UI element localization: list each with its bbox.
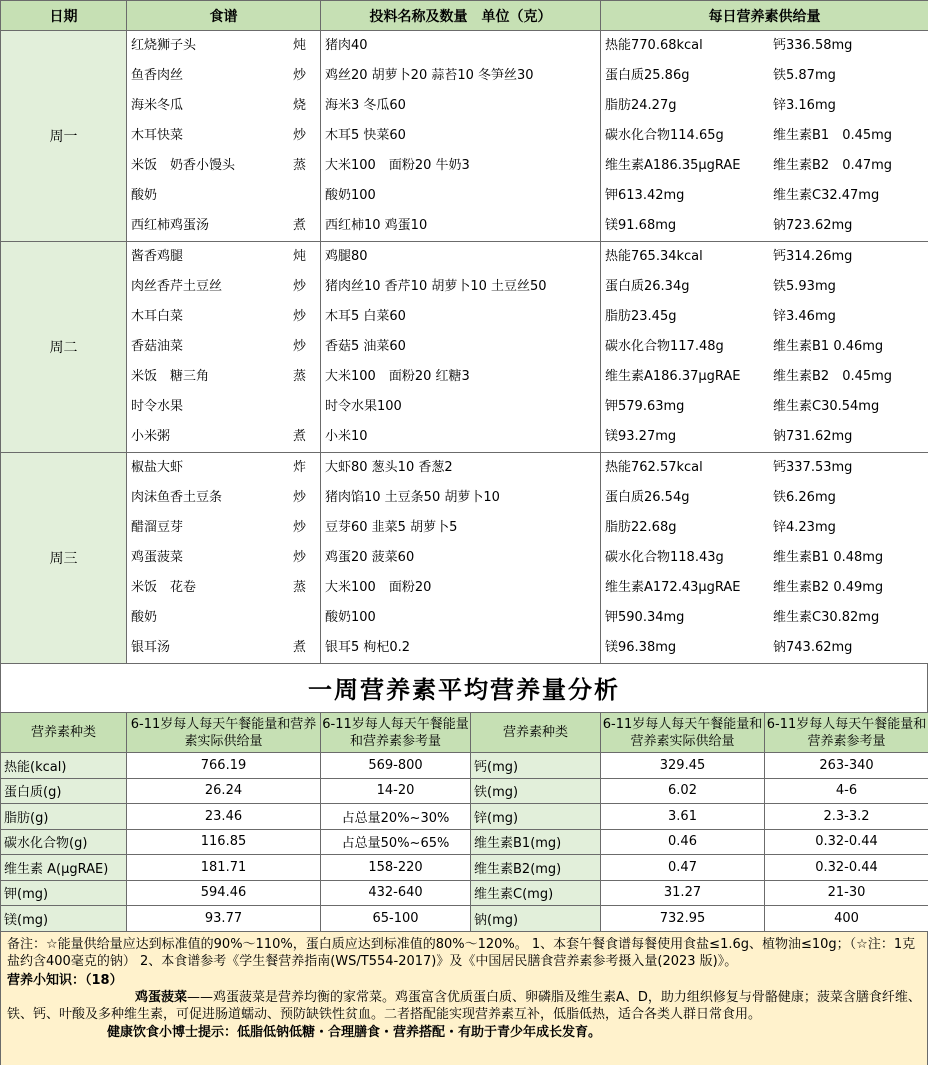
nutrient-line xyxy=(601,513,928,543)
dish-item xyxy=(127,121,320,151)
cooking-method: 煮 xyxy=(292,429,306,444)
analysis-title: 一周营养素平均营养量分析 xyxy=(0,664,928,712)
analysis-header-cell: 6-11岁每人每天午餐能量和营养素参考量 xyxy=(765,713,928,753)
dish-item xyxy=(127,422,320,452)
nutrient-value: 维生素B2 0.45mg xyxy=(773,369,893,384)
ingredient-line: 酸奶100 xyxy=(325,188,376,203)
dish-name: 米饭 糖三角 xyxy=(131,369,210,384)
analysis-header-cell: 营养素种类 xyxy=(471,713,601,753)
cooking-method: 炒 xyxy=(292,550,306,565)
header-daily-nutrients: 每日营养素供给量 xyxy=(601,1,928,31)
dish-item xyxy=(127,513,320,543)
dish-name: 醋溜豆芽 xyxy=(131,520,184,535)
analysis-header-row xyxy=(1,713,928,753)
nutrient-value: 钠743.62mg xyxy=(773,640,853,655)
dish-name: 酸奶 xyxy=(131,188,158,203)
ingredient-line: 酸奶100 xyxy=(325,610,376,625)
dish-name: 酸奶 xyxy=(131,610,158,625)
dish-item xyxy=(127,272,320,302)
dish-name: 香菇油菜 xyxy=(131,339,184,354)
nutrient-value: 脂肪24.27g xyxy=(605,98,677,113)
ingredient-line: 木耳5 快菜60 xyxy=(325,128,406,143)
nutrient-line xyxy=(601,422,928,452)
nutrient-line xyxy=(601,211,928,241)
nutrient-amount: 21-30 xyxy=(765,880,928,906)
nutrient-value: 钙314.26mg xyxy=(773,249,853,264)
analysis-header-cell: 6-11岁每人每天午餐能量和营养素参考量 xyxy=(321,713,471,753)
tip-dish-name: 鸡蛋菠菜 xyxy=(135,989,188,1005)
nutrient-type: 脂肪(g) xyxy=(1,804,127,830)
cooking-method: 炖 xyxy=(292,38,306,53)
nutrient-value: 锌4.23mg xyxy=(773,520,836,535)
nutrient-line xyxy=(601,61,928,91)
analysis-header-cell: 6-11岁每人每天午餐能量和营养素实际供给量 xyxy=(127,713,321,753)
nutrient-amount: 158-220 xyxy=(321,855,471,881)
dish-item xyxy=(127,211,320,241)
header-date: 日期 xyxy=(1,1,127,31)
ingredient-line: 猪肉40 xyxy=(325,38,368,53)
nutrient-amount: 31.27 xyxy=(601,880,765,906)
nutrient-value: 维生素B2 0.47mg xyxy=(773,158,893,173)
dish-item xyxy=(127,633,320,663)
nutrient-amount: 26.24 xyxy=(127,778,321,804)
day-label: 周一 xyxy=(1,31,127,242)
nutrient-value: 维生素C30.82mg xyxy=(773,610,880,625)
nutrient-value: 碳水化合物118.43g xyxy=(605,550,724,565)
cooking-method: 蒸 xyxy=(292,158,306,173)
analysis-row xyxy=(1,778,928,804)
dish-name: 木耳快菜 xyxy=(131,128,184,143)
ingredient-line: 鸡蛋20 菠菜60 xyxy=(325,550,415,565)
nutrient-line xyxy=(601,272,928,302)
ingredient-line: 海米3 冬瓜60 xyxy=(325,98,406,113)
nutrient-value: 钾613.42mg xyxy=(605,188,685,203)
nutrient-value: 锌3.46mg xyxy=(773,309,836,324)
nutrient-line xyxy=(601,121,928,151)
dish-name: 椒盐大虾 xyxy=(131,460,184,475)
dish-name: 时令水果 xyxy=(131,399,184,414)
nutrient-value: 维生素A186.37μgRAE xyxy=(605,369,741,384)
nutrient-value: 铁5.93mg xyxy=(773,279,836,294)
nutrient-amount: 占总量20%~30% xyxy=(321,804,471,830)
nutrient-amount: 400 xyxy=(765,906,928,932)
nutrient-value: 蛋白质26.54g xyxy=(605,490,690,505)
nutrient-amount: 263-340 xyxy=(765,753,928,779)
nutrient-type: 热能(kcal) xyxy=(1,753,127,779)
cooking-method: 炒 xyxy=(292,279,306,294)
nutrient-value: 维生素C30.54mg xyxy=(773,399,880,414)
nutrient-line xyxy=(601,483,928,513)
nutrient-type: 锌(mg) xyxy=(471,804,601,830)
nutrient-line xyxy=(601,453,928,483)
nutrient-line xyxy=(601,332,928,362)
cooking-method: 煮 xyxy=(292,640,306,655)
ingredients-cell xyxy=(321,242,601,453)
analysis-header-cell: 营养素种类 xyxy=(1,713,127,753)
day-row xyxy=(1,31,928,242)
ingredient-line: 猪肉馅10 土豆条50 胡萝卜10 xyxy=(325,490,500,505)
ingredient-line: 鸡腿80 xyxy=(325,249,368,264)
nutrient-type: 钙(mg) xyxy=(471,753,601,779)
dish-item xyxy=(127,573,320,603)
cooking-method: 炸 xyxy=(292,460,306,475)
nutrient-amount: 23.46 xyxy=(127,804,321,830)
tip-body xyxy=(7,989,921,1023)
dish-name: 海米冬瓜 xyxy=(131,98,184,113)
ingredient-line: 鸡丝20 胡萝卜20 蒜苔10 冬笋丝30 xyxy=(325,68,534,83)
nutrient-value: 钙336.58mg xyxy=(773,38,853,53)
analysis-header-cell: 6-11岁每人每天午餐能量和营养素实际供给量 xyxy=(601,713,765,753)
ingredient-line: 小米10 xyxy=(325,429,368,444)
nutrient-type: 铁(mg) xyxy=(471,778,601,804)
nutrient-amount: 732.95 xyxy=(601,906,765,932)
nutrient-line xyxy=(601,181,928,211)
remark-text: 备注：☆能量供给量应达到标准值的90%～110%，蛋白质应达到标准值的80%～120%。 1、本套午餐食谱每餐使用食盐≤1.6g、植物油≤10g；（☆注：1克盐约含400毫克的钠） 2、本食谱参考《学生餐营养指南(WS/T554-2017)》及《中国居民膳食营养素参考摄入量(2023 版)》。 xyxy=(7,936,916,969)
nutrient-value: 钠723.62mg xyxy=(773,218,853,233)
nutrient-amount: 2.3-3.2 xyxy=(765,804,928,830)
nutrient-line xyxy=(601,362,928,392)
nutrient-type: 钾(mg) xyxy=(1,880,127,906)
dish-item xyxy=(127,392,320,422)
dish-item xyxy=(127,61,320,91)
nutrients-cell xyxy=(601,242,928,453)
dish-name: 米饭 奶香小馒头 xyxy=(131,158,236,173)
tip-title: 营养小知识：（18） xyxy=(7,972,123,988)
ingredient-line: 大虾80 葱头10 香葱2 xyxy=(325,460,453,475)
ingredient-line: 香菇5 油菜60 xyxy=(325,339,406,354)
dish-name: 木耳白菜 xyxy=(131,309,184,324)
day-label: 周三 xyxy=(1,453,127,664)
nutrients-cell xyxy=(601,453,928,664)
header-recipe: 食谱 xyxy=(127,1,321,31)
dish-item xyxy=(127,181,320,211)
dish-name: 小米粥 xyxy=(131,429,171,444)
nutrient-value: 钠731.62mg xyxy=(773,429,853,444)
nutrient-line xyxy=(601,31,928,61)
nutrient-amount: 116.85 xyxy=(127,829,321,855)
nutrient-value: 维生素B1 0.46mg xyxy=(773,339,884,354)
nutrient-value: 维生素C32.47mg xyxy=(773,188,880,203)
cooking-method: 蒸 xyxy=(292,580,306,595)
header-ingredients: 投料名称及数量 单位（克） xyxy=(321,1,601,31)
analysis-row xyxy=(1,829,928,855)
nutrient-amount: 65-100 xyxy=(321,906,471,932)
dish-name: 银耳汤 xyxy=(131,640,171,655)
nutrient-line xyxy=(601,242,928,272)
nutrient-amount: 93.77 xyxy=(127,906,321,932)
cooking-method: 煮 xyxy=(292,218,306,233)
nutrient-value: 热能765.34kcal xyxy=(605,249,703,264)
dish-item xyxy=(127,543,320,573)
ingredient-line: 大米100 面粉20 牛奶3 xyxy=(325,158,470,173)
nutrient-value: 维生素A186.35μgRAE xyxy=(605,158,741,173)
nutrient-value: 脂肪23.45g xyxy=(605,309,677,324)
cooking-method: 炒 xyxy=(292,490,306,505)
nutrient-value: 维生素A172.43μgRAE xyxy=(605,580,741,595)
ingredient-line: 木耳5 白菜60 xyxy=(325,309,406,324)
ingredients-cell xyxy=(321,31,601,242)
nutrient-value: 热能770.68kcal xyxy=(605,38,703,53)
nutrient-value: 蛋白质25.86g xyxy=(605,68,690,83)
dish-name: 西红柿鸡蛋汤 xyxy=(131,218,210,233)
ingredient-line: 时令水果100 xyxy=(325,399,402,414)
nutrient-amount: 0.32-0.44 xyxy=(765,829,928,855)
nutrient-type: 镁(mg) xyxy=(1,906,127,932)
dish-name: 肉沫鱼香土豆条 xyxy=(131,490,223,505)
nutrient-value: 蛋白质26.34g xyxy=(605,279,690,294)
nutrient-value: 铁5.87mg xyxy=(773,68,836,83)
ingredient-line: 西红柿10 鸡蛋10 xyxy=(325,218,428,233)
tip-text: ——鸡蛋菠菜是营养均衡的家常菜。鸡蛋富含优质蛋白质、卵磷脂及维生素A、D，助力组织修复与骨骼健康；菠菜含膳食纤维、铁、钙、叶酸及多种维生素，可促进肠道蠕动、预防缺铁性贫血。二者搭配能实现营养素互补，低脂低热，适合各类人群日常食用。 xyxy=(7,989,921,1022)
dish-item xyxy=(127,362,320,392)
nutrient-value: 钙337.53mg xyxy=(773,460,853,475)
nutrient-type: 维生素B2(mg) xyxy=(471,855,601,881)
nutrient-type: 维生素B1(mg) xyxy=(471,829,601,855)
dish-name: 米饭 花卷 xyxy=(131,580,197,595)
nutrient-amount: 占总量50%~65% xyxy=(321,829,471,855)
nutrient-amount: 766.19 xyxy=(127,753,321,779)
nutrient-value: 维生素B2 0.49mg xyxy=(773,580,884,595)
analysis-row xyxy=(1,906,928,932)
dish-name: 肉丝香芹土豆丝 xyxy=(131,279,223,294)
dish-item xyxy=(127,483,320,513)
ingredients-cell xyxy=(321,453,601,664)
nutrient-value: 镁93.27mg xyxy=(605,429,677,444)
nutrient-type: 蛋白质(g) xyxy=(1,778,127,804)
nutrient-amount: 181.71 xyxy=(127,855,321,881)
cooking-method: 烧 xyxy=(292,98,306,113)
nutrient-amount: 0.46 xyxy=(601,829,765,855)
ingredient-line: 猪肉丝10 香芹10 胡萝卜10 土豆丝50 xyxy=(325,279,547,294)
nutrients-cell xyxy=(601,31,928,242)
nutrient-value: 热能762.57kcal xyxy=(605,460,703,475)
nutrient-line xyxy=(601,633,928,663)
analysis-row xyxy=(1,880,928,906)
nutrient-line xyxy=(601,543,928,573)
cooking-method: 炒 xyxy=(292,339,306,354)
nutrient-amount: 569-800 xyxy=(321,753,471,779)
ingredient-line: 银耳5 枸杞0.2 xyxy=(325,640,411,655)
nutrient-amount: 14-20 xyxy=(321,778,471,804)
analysis-row xyxy=(1,753,928,779)
nutrient-amount: 0.32-0.44 xyxy=(765,855,928,881)
nutrient-value: 锌3.16mg xyxy=(773,98,836,113)
nutrient-line xyxy=(601,302,928,332)
dish-item xyxy=(127,31,320,61)
nutrient-value: 铁6.26mg xyxy=(773,490,836,505)
dish-item xyxy=(127,302,320,332)
nutrient-value: 镁96.38mg xyxy=(605,640,677,655)
cooking-method: 蒸 xyxy=(292,369,306,384)
notes-box xyxy=(0,932,928,1065)
nutrient-amount: 594.46 xyxy=(127,880,321,906)
nutrient-value: 维生素B1 0.45mg xyxy=(773,128,893,143)
nutrient-amount: 4-6 xyxy=(765,778,928,804)
nutrient-amount: 432-640 xyxy=(321,880,471,906)
nutrient-amount: 329.45 xyxy=(601,753,765,779)
dish-name: 鱼香肉丝 xyxy=(131,68,184,83)
nutrient-type: 维生素C(mg) xyxy=(471,880,601,906)
dish-name: 酱香鸡腿 xyxy=(131,249,184,264)
day-row xyxy=(1,242,928,453)
slogan-text: 健康饮食小博士提示：低脂低钠低糖・合理膳食・营养搭配・有助于青少年成长发育。 xyxy=(107,1024,602,1040)
nutrient-amount: 3.61 xyxy=(601,804,765,830)
ingredient-line: 大米100 面粉20 红糖3 xyxy=(325,369,470,384)
nutrient-value: 碳水化合物114.65g xyxy=(605,128,724,143)
nutrient-line xyxy=(601,392,928,422)
nutrient-line xyxy=(601,603,928,633)
dish-name: 鸡蛋菠菜 xyxy=(131,550,184,565)
analysis-row xyxy=(1,855,928,881)
dish-name: 红烧狮子头 xyxy=(131,38,197,53)
nutrient-analysis-table xyxy=(0,712,928,932)
dish-item xyxy=(127,151,320,181)
nutrient-amount: 0.47 xyxy=(601,855,765,881)
nutrient-type: 钠(mg) xyxy=(471,906,601,932)
nutrient-value: 碳水化合物117.48g xyxy=(605,339,724,354)
dish-item xyxy=(127,91,320,121)
nutrient-line xyxy=(601,91,928,121)
dish-item xyxy=(127,453,320,483)
analysis-row xyxy=(1,804,928,830)
nutrient-line xyxy=(601,151,928,181)
nutrient-amount: 6.02 xyxy=(601,778,765,804)
recipe-cell xyxy=(127,242,321,453)
nutrient-value: 脂肪22.68g xyxy=(605,520,677,535)
day-label: 周二 xyxy=(1,242,127,453)
dish-item xyxy=(127,332,320,362)
cooking-method: 炖 xyxy=(292,249,306,264)
dish-item xyxy=(127,603,320,633)
recipe-cell xyxy=(127,453,321,664)
ingredient-line: 豆芽60 韭菜5 胡萝卜5 xyxy=(325,520,458,535)
recipe-cell xyxy=(127,31,321,242)
nutrient-value: 钾590.34mg xyxy=(605,610,685,625)
dish-item xyxy=(127,242,320,272)
nutrient-type: 碳水化合物(g) xyxy=(1,829,127,855)
nutrient-type: 维生素 A(μgRAE) xyxy=(1,855,127,881)
day-row xyxy=(1,453,928,664)
nutrient-value: 钾579.63mg xyxy=(605,399,685,414)
ingredient-line: 大米100 面粉20 xyxy=(325,580,432,595)
cooking-method: 炒 xyxy=(292,68,306,83)
cooking-method: 炒 xyxy=(292,128,306,143)
nutrient-value: 镁91.68mg xyxy=(605,218,677,233)
cooking-method: 炒 xyxy=(292,520,306,535)
nutrient-value: 维生素B1 0.48mg xyxy=(773,550,884,565)
cooking-method: 炒 xyxy=(292,309,306,324)
menu-header-row xyxy=(1,1,928,31)
nutrient-line xyxy=(601,573,928,603)
